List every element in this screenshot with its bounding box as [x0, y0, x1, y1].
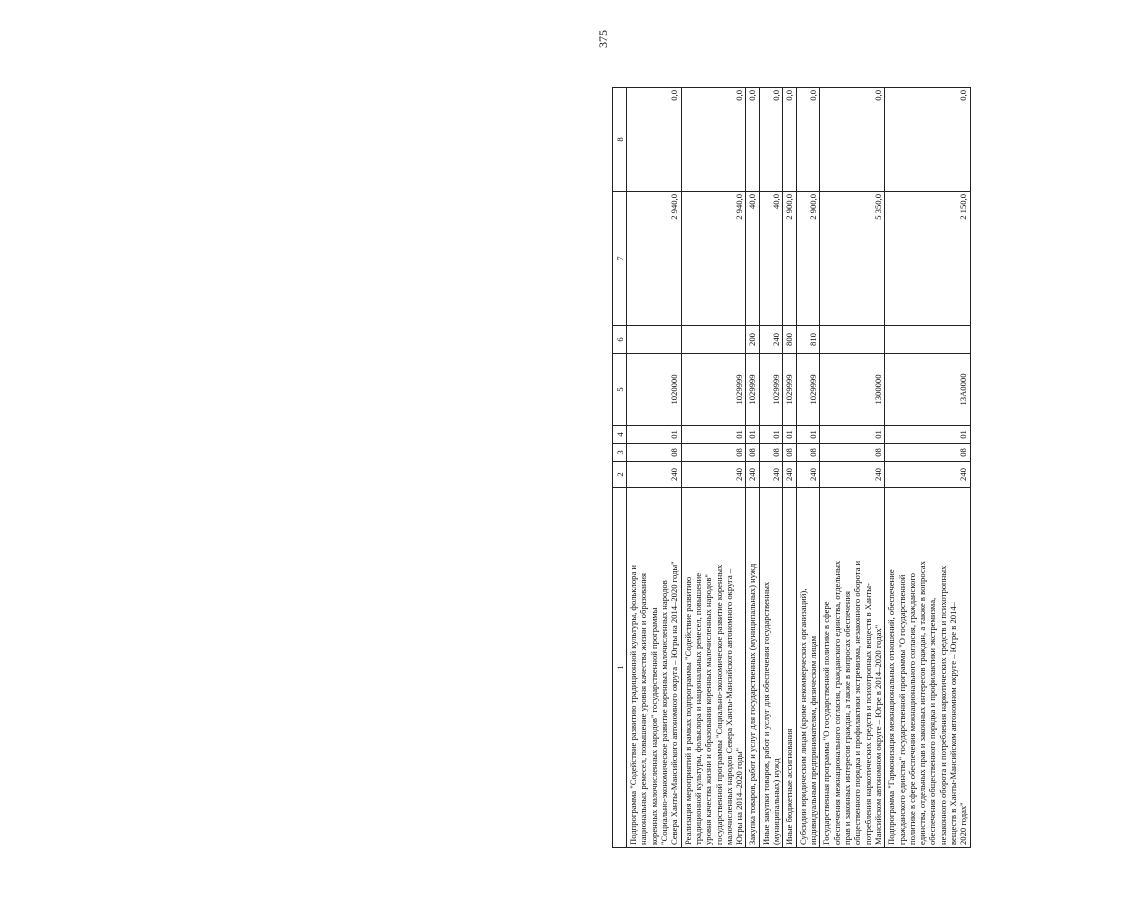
- cell-section: 08: [885, 444, 971, 462]
- row-name-cell: [681, 488, 746, 848]
- cell-amount-2: 0,0: [759, 88, 783, 192]
- cell-expense-type: [885, 326, 971, 354]
- cell-section: 08: [783, 444, 796, 462]
- cell-target-item: 13А0000: [885, 354, 971, 426]
- row-name-cell: [759, 488, 783, 848]
- cell-subsection: 01: [746, 426, 759, 444]
- cell-amount-2: 0,0: [783, 88, 796, 192]
- col-header-4: 4: [613, 426, 627, 444]
- row-name-line: политике в сфере обеспечения межнационального согласия, гражданского: [906, 573, 917, 845]
- col-header-7: 7: [613, 192, 627, 326]
- row-name-line: Государственная программа "О государственной политике в сфере: [821, 601, 832, 845]
- cell-amount-2: 0,0: [627, 88, 682, 192]
- row-name-line: (муниципальных) нужд: [771, 758, 782, 845]
- cell-target-item: 1029999: [746, 354, 759, 426]
- cell-section: 08: [627, 444, 682, 462]
- row-name-cell: [796, 488, 820, 848]
- row-name-cell: [885, 488, 971, 848]
- cell-amount: 5 350,0: [820, 192, 885, 326]
- row-name-cell: [627, 488, 682, 848]
- row-name-line: государственной программы "Социально-экономическое развитие коренных: [713, 564, 724, 845]
- table-row: [759, 88, 783, 848]
- row-name-cell: [783, 488, 796, 848]
- col-header-3: 3: [613, 444, 627, 462]
- col-header-8: 8: [613, 88, 627, 192]
- row-name-line: Иные бюджетные ассигнования: [784, 728, 795, 845]
- row-name-line: национальных ремесел, повышение уровня качества жизни и образования: [638, 573, 649, 845]
- header-row: [613, 88, 627, 848]
- row-name-line: Закупка товаров, работ и услуг для государственных (муниципальных) нужд: [747, 563, 758, 845]
- row-name-line: веществ в Ханты-Мансийском автономном округе – Югре в 2014–: [948, 602, 959, 845]
- table-row: [681, 88, 746, 848]
- table-row: [885, 88, 971, 848]
- row-name-cell: [746, 488, 759, 848]
- cell-amount-2: 0,0: [796, 88, 820, 192]
- cell-amount: 2 900,0: [783, 192, 796, 326]
- cell-subsection: 01: [820, 426, 885, 444]
- col-header-6: 6: [613, 326, 627, 354]
- cell-subsection: 01: [627, 426, 682, 444]
- cell-section: 08: [820, 444, 885, 462]
- row-name-line: прав и законных интересов граждан, а также в вопросах обеспечения: [841, 591, 852, 845]
- table-row: [820, 88, 885, 848]
- cell-expense-type: 810: [796, 326, 820, 354]
- table-row: [796, 88, 820, 848]
- cell-target-item: 1020000: [627, 354, 682, 426]
- row-name-line: Югры на 2014–2020 годы": [734, 748, 745, 845]
- cell-amount-2: 0,0: [820, 88, 885, 192]
- row-name-line: единства, отдельных прав и законных интересов граждан, а также в вопросах: [917, 561, 928, 845]
- row-name-line: индивидуальным предпринимателям, физическим лицам: [808, 635, 818, 845]
- row-name-line: Реализация мероприятий в рамках подпрограммы "Содействие развитию: [682, 576, 693, 845]
- cell-subsection: 01: [681, 426, 746, 444]
- cell-ministry: 240: [746, 462, 759, 488]
- cell-amount: 40,0: [746, 192, 759, 326]
- cell-section: 08: [681, 444, 746, 462]
- cell-target-item: 1029999: [796, 354, 820, 426]
- cell-ministry: 240: [627, 462, 682, 488]
- row-name-line: "Социально-экономическое развитие коренных малочисленных народов: [658, 580, 669, 845]
- col-header-5: 5: [613, 354, 627, 426]
- row-name-line: малочисленных народов Севера Ханты-Мансийского автономного округа –: [723, 568, 734, 845]
- col-header-2: 2: [613, 462, 627, 488]
- cell-target-item: 1029999: [759, 354, 783, 426]
- page-number: 375: [596, 30, 610, 48]
- cell-amount-2: 0,0: [746, 88, 759, 192]
- cell-amount-2: 0,0: [885, 88, 971, 192]
- cell-expense-type: 240: [759, 326, 783, 354]
- cell-ministry: 240: [681, 462, 746, 488]
- row-name-line: обеспечения общественного порядка и профилактики экстремизма,: [927, 597, 938, 845]
- cell-expense-type: 200: [746, 326, 759, 354]
- row-name-line: незаконного оборота и потребления наркотических средств и психотропных: [937, 565, 948, 845]
- row-name-line: Подпрограмма "Гармонизация межнациональных отношений, обеспечение: [886, 569, 897, 845]
- cell-target-item: 1029999: [783, 354, 796, 426]
- row-name-line: традиционной культуры, фольклора и национальных ремесел, повышение: [692, 572, 703, 845]
- budget-table: [612, 87, 971, 848]
- cell-amount: 2 940,0: [627, 192, 682, 326]
- row-name-line: потребления наркотических средств и психотропных веществ в Ханты-: [862, 583, 873, 845]
- row-name-line: уровня качества жизни и образования коренных малочисленных народов": [703, 574, 714, 845]
- row-name-line: обеспечения межнационального согласия, гражданского единства, отдельных: [831, 560, 842, 845]
- cell-target-item: 1300000: [820, 354, 885, 426]
- cell-ministry: 240: [783, 462, 796, 488]
- cell-amount: 2 940,0: [681, 192, 746, 326]
- row-name-line: 2020 годах": [958, 802, 969, 845]
- row-name-cell: [820, 488, 885, 848]
- cell-ministry: 240: [820, 462, 885, 488]
- cell-amount: 2 900,0: [796, 192, 820, 326]
- cell-ministry: 240: [796, 462, 820, 488]
- cell-expense-type: [627, 326, 682, 354]
- row-name-line: коренных малочисленных народов" государственной программы: [648, 607, 659, 845]
- row-name-line: гражданского единства" государственной программы "О государственной: [896, 574, 907, 845]
- table-row: [746, 88, 759, 848]
- cell-subsection: 01: [783, 426, 796, 444]
- cell-expense-type: [820, 326, 885, 354]
- cell-target-item: 1029999: [681, 354, 746, 426]
- table-row: [627, 88, 682, 848]
- row-name-line: Севера Ханты-Мансийского автономного округа – Югры на 2014–2020 годы": [669, 561, 680, 845]
- cell-subsection: 01: [885, 426, 971, 444]
- cell-ministry: 240: [885, 462, 971, 488]
- cell-amount-2: 0,0: [681, 88, 746, 192]
- col-header-1: 1: [613, 488, 627, 848]
- cell-amount: 40,0: [759, 192, 783, 326]
- cell-section: 08: [796, 444, 820, 462]
- cell-section: 08: [759, 444, 783, 462]
- row-name-line: Подпрограмма "Содействие развитию традиционной культуры, фольклора и: [628, 564, 638, 845]
- row-name-line: общественного порядка и профилактики экстремизма, незаконного оборота и: [852, 560, 863, 845]
- cell-section: 08: [746, 444, 759, 462]
- row-name-line: Иные закупки товаров, работ и услуг для обеспечения государственных: [760, 581, 771, 845]
- cell-subsection: 01: [759, 426, 783, 444]
- table-row: [783, 88, 796, 848]
- row-name-line: Субсидии юридическим лицам (кроме некоммерческих организаций),: [797, 588, 808, 845]
- cell-ministry: 240: [759, 462, 783, 488]
- cell-subsection: 01: [796, 426, 820, 444]
- budget-table-sheet: [612, 88, 1142, 848]
- cell-expense-type: 800: [783, 326, 796, 354]
- row-name-line: Мансийском автономном округе – Югре в 2014–2020 годах": [872, 624, 883, 845]
- cell-expense-type: [681, 326, 746, 354]
- cell-amount: 2 150,0: [885, 192, 971, 326]
